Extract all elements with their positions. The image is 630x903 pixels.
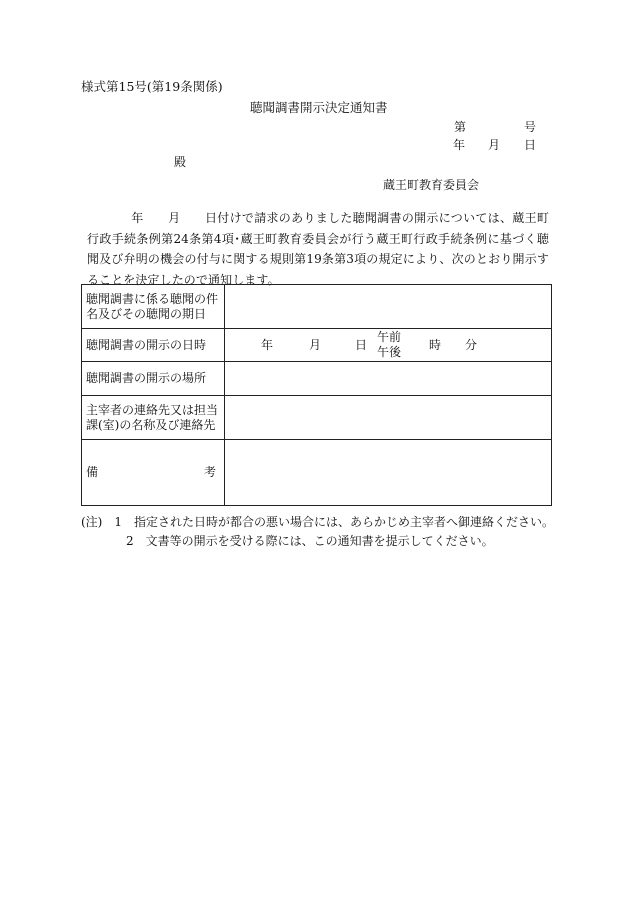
table-row <box>82 362 552 396</box>
document-title: 聴聞調書開示決定通知書 <box>250 100 388 115</box>
dt-am: 午前 <box>377 330 402 344</box>
table-row <box>82 329 552 362</box>
row-value-contact <box>225 396 552 440</box>
note-1: (注) 1 指定された日時が都合の悪い場合には、あらかじめ主宰者へ御連絡ください。 <box>81 515 555 529</box>
dt-minute: 分 <box>465 338 478 352</box>
number-prefix: 第 <box>454 120 467 134</box>
row-value-place <box>225 362 552 396</box>
remarks-char-2: 考 <box>203 465 216 479</box>
row-label-datetime: 聴聞調書の開示の日時 <box>82 329 225 362</box>
table-row <box>82 285 552 329</box>
date-year: 年 <box>453 138 466 152</box>
dt-month: 月 <box>309 338 322 352</box>
dt-year: 年 <box>261 338 274 352</box>
row-label-contact: 主宰者の連絡先又は担当課(室)の名称及び連絡先 <box>82 396 225 440</box>
addressee-suffix: 殿 <box>174 155 187 169</box>
dt-day: 日 <box>355 338 368 352</box>
dt-hour: 時 <box>429 338 442 352</box>
table-row <box>82 440 552 506</box>
note-2: 2 文書等の開示を受ける際には、この通知書を提示してください。 <box>126 534 494 548</box>
remarks-char-1: 備 <box>86 465 99 479</box>
row-label-remarks <box>82 440 225 506</box>
table-row <box>82 396 552 440</box>
disclosure-table <box>81 284 552 506</box>
date-month: 月 <box>488 138 501 152</box>
row-value-remarks <box>225 440 552 506</box>
row-value-datetime <box>225 329 552 362</box>
form-label: 様式第15号(第19条関係) <box>81 79 223 94</box>
row-value-subject <box>225 285 552 329</box>
row-label-subject: 聴聞調書に係る聴聞の件名及びその聴聞の期日 <box>82 285 225 329</box>
row-label-place: 聴聞調書の開示の場所 <box>82 362 225 396</box>
date-day: 日 <box>524 138 537 152</box>
issuer-name: 蔵王町教育委員会 <box>383 178 480 192</box>
number-suffix: 号 <box>524 120 537 134</box>
body-text: 年 月 日付けで請求のありました聴聞調書の開示については、蔵王町行政手続条例第24条第4項･蔵王町教育委員会が行う蔵王町行政手続条例に基づく聴聞及び弁明の機会の付与に関する規則第19条第3項の規定により、次のとおり開示することを決定したので通知します。 <box>87 211 549 287</box>
body-paragraph <box>87 208 549 290</box>
dt-pm: 午後 <box>377 345 402 359</box>
